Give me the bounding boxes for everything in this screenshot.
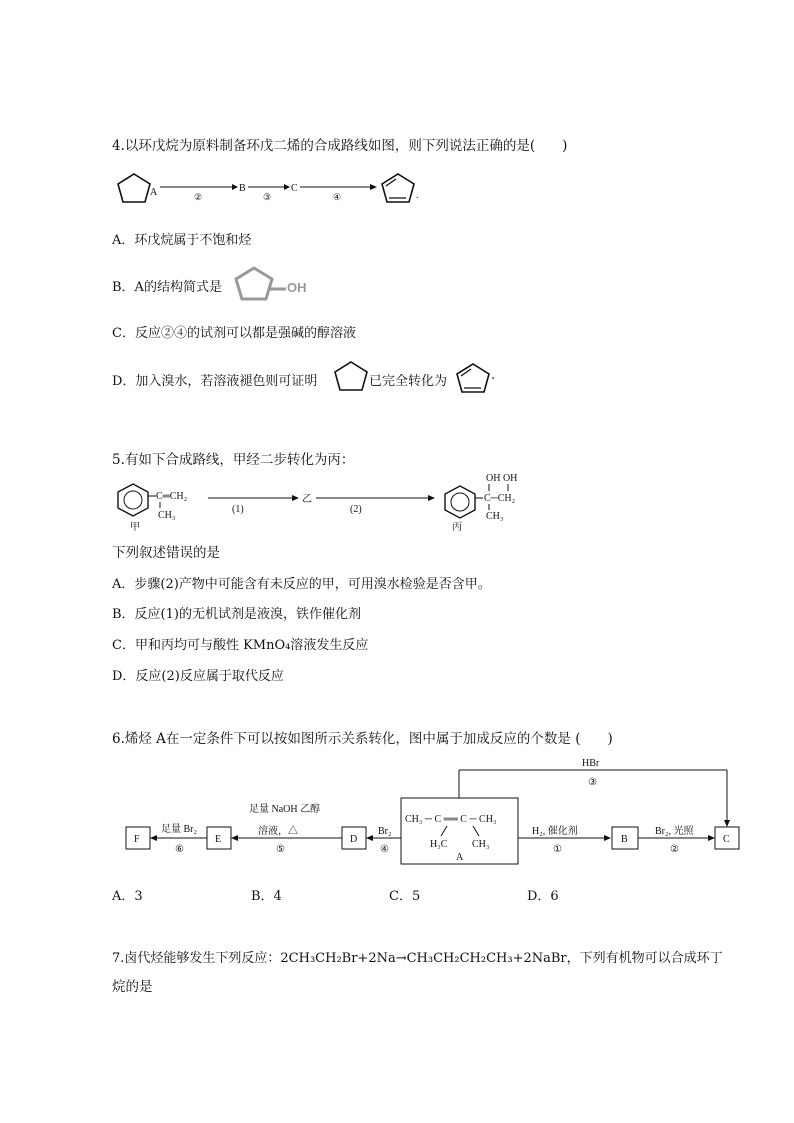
compound-a-label: A (456, 852, 464, 863)
compound-c-label: C (723, 834, 730, 845)
q4-option-d-dot: . (491, 368, 496, 383)
reagent-1: H₂, 催化剂 (532, 826, 578, 837)
hbr-label: HBr (582, 758, 600, 769)
compound-a-h3c: H₃C (430, 839, 448, 850)
bing-chain-label: C─CH₂ (484, 493, 516, 504)
q7-stem-line2: 烷的是 (112, 979, 153, 995)
q4-option-d[interactable]: D．加入溴水，若溶液褪色则可证明 (112, 374, 318, 389)
route-b-label: B (239, 183, 246, 194)
step-5-number: ⑤ (276, 844, 285, 855)
bing-label: 丙 (452, 522, 462, 533)
q6-stem: 6.烯烃 A在一定条件下可以按如图所示关系转化，图中属于加成反应的个数是 ( ) (112, 731, 613, 747)
compound-a-formula: CH₃ ─ C ══ C ─ CH₃ (405, 814, 497, 825)
q5-option-b[interactable]: B．反应(1)的无机试剂是液溴，铁作催化剂 (112, 607, 361, 622)
q5-option-d[interactable]: D．反应(2)反应属于取代反应 (112, 669, 284, 684)
q6-option-d[interactable]: D．6 (527, 889, 559, 904)
q4-option-c[interactable]: C．反应②④的试剂可以都是强碱的醇溶液 (112, 326, 356, 341)
q4-option-b-oh: OH (287, 280, 307, 295)
q6-option-c[interactable]: C．5 (389, 889, 421, 904)
bing-oh-labels: OH OH (486, 473, 518, 484)
reagent-6: 足量 Br₂ (161, 824, 197, 835)
step-2-number: ② (670, 844, 679, 855)
q6-option-b[interactable]: B．4 (251, 889, 282, 904)
route-step-4: ④ (333, 192, 342, 202)
q5-intro: 下列叙述错误的是 (112, 545, 220, 561)
jia-vinyl-label: C═CH₂ (156, 491, 188, 502)
q7-stem-line1: 7.卤代烃能够发生下列反应：2CH₃CH₂Br+2Na→CH₃CH₂CH₂CH₃+2NaBr，下列有机物可以合成环丁 (112, 951, 723, 966)
step-6-number: ⑥ (175, 844, 184, 855)
route-step-2: ② (194, 192, 203, 202)
compound-e-label: E (215, 834, 222, 845)
q4-option-d-mid: 已完全转化为 (369, 374, 448, 389)
svg-text:.: . (416, 190, 419, 201)
bing-methyl-label: CH₃ (486, 511, 504, 522)
q6-option-a[interactable]: A．3 (112, 889, 143, 904)
reagent-5-line1: 足量 NaOH 乙醇 (249, 804, 321, 815)
step-1-label: (1) (232, 504, 244, 515)
jia-methyl-label: CH₃ (158, 510, 176, 521)
yi-label: 乙 (302, 494, 312, 505)
compound-b-label: B (621, 834, 628, 845)
reagent-4: Br₂ (378, 826, 392, 837)
route-c-label: C (291, 183, 298, 194)
jia-label: 甲 (130, 522, 140, 533)
q4-stem: 4.以环戊烷为原料制备环戊二烯的合成路线如图，则下列说法正确的是( ) (112, 138, 568, 154)
compound-d-label: D (350, 834, 358, 845)
step-1-number: ① (553, 844, 562, 855)
q5-option-c[interactable]: C．甲和丙均可与酸性 KMnO₄溶液发生反应 (112, 638, 369, 653)
step-2-label: (2) (350, 504, 362, 515)
compound-a-ch3: CH₃ (472, 839, 490, 850)
q5-option-a[interactable]: A．步骤(2)产物中可能含有未反应的甲，可用溴水检验是否含甲。 (112, 577, 491, 592)
step-3-number: ③ (588, 777, 597, 788)
step-4-number: ④ (380, 844, 389, 855)
route-a-label: A (150, 187, 158, 198)
q4-option-a[interactable]: A．环戊烷属于不饱和烃 (112, 233, 252, 248)
reagent-2: Br₂, 光照 (655, 826, 694, 837)
q4-option-b[interactable]: B．A的结构简式是 (112, 280, 222, 295)
route-step-3: ③ (263, 192, 272, 202)
reagent-5-line2: 溶液，△ (258, 826, 298, 837)
q5-stem: 5.有如下合成路线，甲经二步转化为丙： (112, 452, 355, 468)
compound-f-label: F (134, 834, 140, 845)
